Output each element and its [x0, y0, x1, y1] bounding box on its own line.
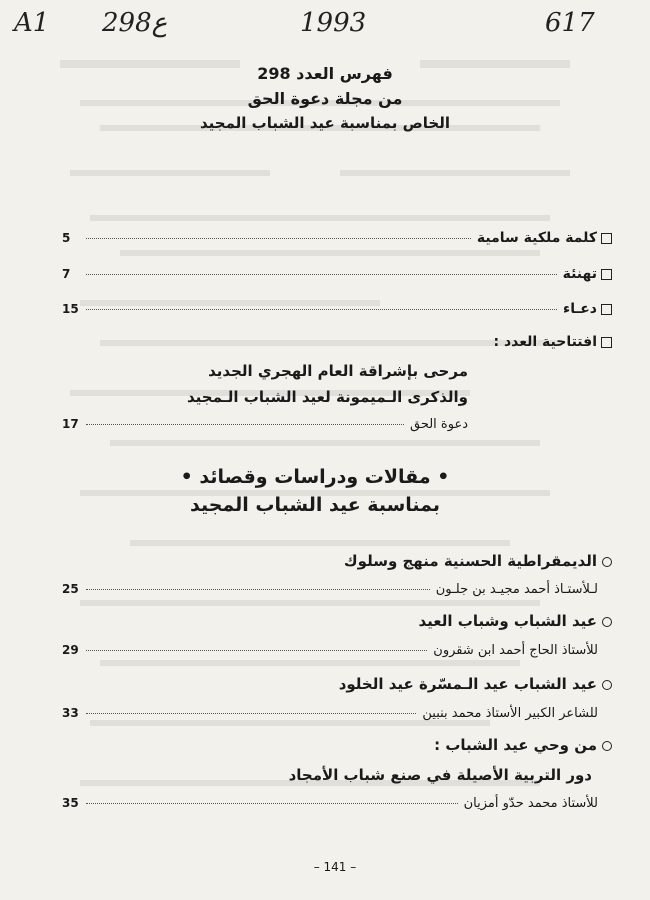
entry-label: تهنئة: [562, 266, 597, 282]
entry-label: دعـاء: [563, 301, 597, 317]
entry-label: كلمة ملكية سامية: [476, 230, 597, 246]
circle-bullet-icon: [602, 680, 612, 690]
editorial-label: افتتاحية العدد :: [493, 334, 612, 350]
page-footer-number: – 141 –: [313, 860, 357, 874]
editorial-title-1: مرحى بإشراقة العام الهجري الجديد: [208, 362, 468, 380]
index-subtitle-2: الخاص بمناسبة عيد الشباب المجيد: [199, 114, 451, 132]
article-entry: [62, 643, 598, 658]
page-number: 33: [62, 706, 79, 720]
checkbox-icon: [601, 269, 612, 280]
toc-entry: [62, 266, 612, 282]
page-number: 25: [62, 582, 79, 596]
leader-dots: [86, 589, 430, 590]
leader-dots: [86, 803, 458, 804]
page-number: 35: [62, 796, 79, 810]
circle-bullet-icon: [602, 557, 612, 567]
toc-entry: [62, 230, 612, 246]
page-number: 15: [62, 302, 79, 316]
article-subtitle: دور التربية الأصيلة في صنع شباب الأمجاد: [288, 766, 592, 784]
toc-entry: [62, 301, 612, 317]
section-subheading: بمناسبة عيد الشباب المجيد: [189, 494, 441, 516]
editorial-title-2: والذكرى الـميمونة لعيد الشباب الـمجيد: [186, 388, 468, 406]
checkbox-icon: [601, 233, 612, 244]
handwritten-note-1: A1: [14, 8, 50, 38]
page-number: 5: [62, 231, 71, 245]
article-author: للأستاذ محمد حدّو أمزيان: [463, 796, 598, 811]
index-subtitle: من مجلة دعوة الحق: [247, 89, 403, 108]
leader-dots: [86, 238, 471, 239]
checkbox-icon: [601, 304, 612, 315]
circle-bullet-icon: [602, 741, 612, 751]
article-title: من وحي عيد الشباب :: [434, 736, 612, 754]
article-entry: [62, 796, 598, 811]
article-title: عيد الشباب وشباب العيد: [419, 612, 613, 630]
leader-dots: [86, 650, 427, 651]
checkbox-icon: [601, 337, 612, 348]
article-title: عيد الشباب عيد الـمسّرة عيد الخلود: [339, 675, 612, 693]
editorial-entry: [62, 417, 468, 432]
section-heading: • مقالات ودراسات وقصائد •: [180, 466, 450, 488]
circle-bullet-icon: [602, 617, 612, 627]
article-entry: [62, 706, 598, 721]
page-number: 7: [62, 267, 71, 281]
editorial-author: دعوة الحق: [409, 417, 468, 432]
leader-dots: [86, 424, 404, 425]
page-number: 17: [62, 417, 79, 431]
article-title: الديمقراطية الحسنية منهج وسلوك: [344, 552, 612, 570]
article-author: للأستاذ الحاج أحمد ابن شقرون: [433, 643, 598, 658]
article-entry: [62, 582, 598, 597]
page-number: 29: [62, 643, 79, 657]
index-header: [195, 64, 455, 132]
article-author: للشاعر الكبير الأستاذ محمد بنبين: [422, 706, 598, 721]
article-author: لـلأستـاذ أحمد مجيـد بن جلـون: [435, 582, 598, 597]
leader-dots: [86, 309, 557, 310]
index-title: فهرس العدد 298: [257, 64, 393, 83]
leader-dots: [86, 274, 557, 275]
handwritten-note-2: 298ع: [102, 8, 168, 38]
handwritten-note-3: 1993: [300, 8, 367, 38]
leader-dots: [86, 713, 416, 714]
handwritten-note-4: 617: [545, 8, 595, 38]
